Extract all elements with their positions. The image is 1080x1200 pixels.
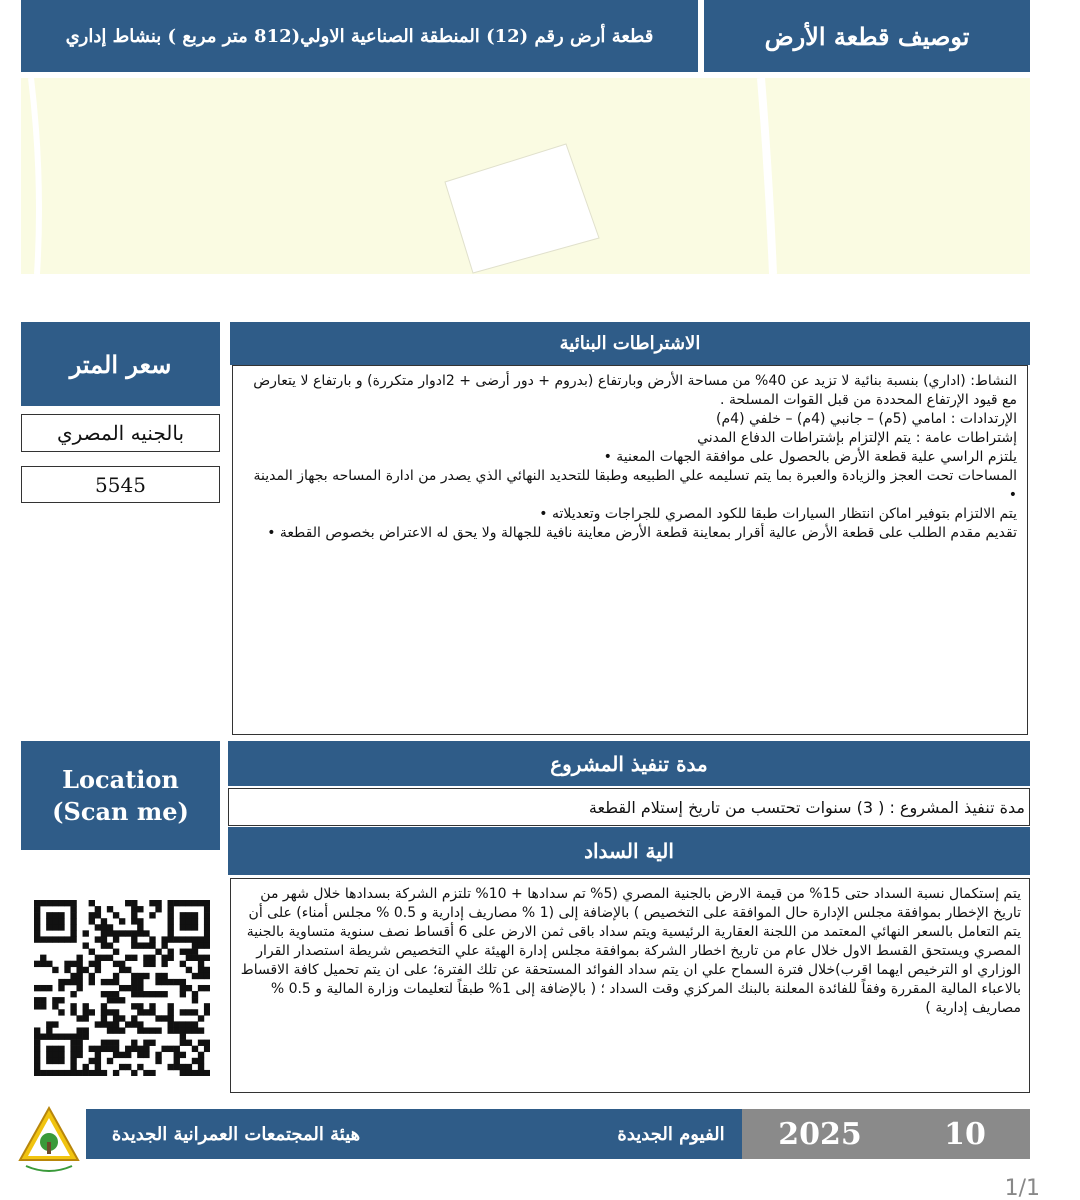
- condition-line: تقديم مقدم الطلب على قطعة الأرض عالية أقرار بمعاينة قطعة الأرض معاينة نافية للجهالة ولا يحق له الاعتراض بخصوص القطعة •: [267, 525, 1017, 541]
- organization-name: هيئة المجتمعات العمرانية الجديدة: [111, 1123, 361, 1145]
- plot-title: قطعة أرض رقم (12) المنطقة الصناعية الاولي(812 متر مربع ) بنشاط إداري: [21, 0, 698, 72]
- location-qr-icon[interactable]: [34, 900, 210, 1076]
- location-heading: [21, 741, 220, 850]
- condition-line: يتم الالتزام بتوفير اماكن انتظار السيارات طبقا للكود المصري للجراجات وتعديلاته •: [539, 506, 1017, 522]
- plot-shape: [445, 144, 599, 273]
- price-currency: بالجنيه المصري: [21, 414, 220, 452]
- section-title: توصيف قطعة الأرض: [704, 0, 1030, 72]
- execution-text: مدة تنفيذ المشروع : ( 3) سنوات تحتسب من تاريخ إستلام القطعة: [228, 788, 1030, 826]
- plot-map: [21, 78, 1030, 274]
- plot-map-drawing: [21, 78, 1030, 274]
- city-name: الفيوم الجديدة: [617, 1123, 725, 1145]
- payment-heading: الية السداد: [228, 827, 1030, 875]
- location-label: Location: [62, 764, 179, 794]
- payment-text: يتم إستكمال نسبة السداد حتى 15% من قيمة الارض بالجنية المصري (5% تم سدادها + 10% تلتزم الشركة بسدادها خلال شهر من تاريخ الإخطار بموافقة مجلس الإدارة حال الموافقة على التخصيص ) بالإضافة إلى (1 % مصاريف إدارية و 0.5 % مجلس أمناء) على أن يتم التعامل بالسعر النهائي المعتمد من اللجنة العقارية الرئيسية ويتم سداد باقى ثمن الارض على 6 أقساط نصف سنوية متساوية بالجنية المصري ويستحق القسط الاول خلال عام من تاريخ اخطار الشركة بموافقة مجلس إدارة الهيئة علي التخصيص شريطة استصدار القرار الوزاري او الترخيص ايهما اقرب)خلال فترة السماح علي ان يتم سداد الفوائد المستحقة عن تلك الفترة؛ على ان يتم تحميل كافة الاقساط بالاعباء المالية المقررة وفقاً للفائدة المعلنة بالبنك المركزي وقت السداد ؛ ( بالإضافة إلى 1% طبقاً لتعليمات وزارة المالية و 0.5 % مصاريف إدارية ): [230, 878, 1030, 1093]
- execution-heading: مدة تنفيذ المشروع: [228, 741, 1030, 786]
- nuca-logo-icon: [16, 1104, 82, 1176]
- scan-me-label: (Scan me): [52, 796, 189, 826]
- condition-line: النشاط: (اداري) بنسبة بنائية لا تزيد عن 40% من مساحة الأرض وبارتفاع (بدروم + دور أرضى + 2ادوار متكررة) و بارتفاع لا يتعارض مع قيود الإرتفاع المحددة من قبل القوات المسلحة .: [253, 373, 1017, 408]
- conditions-heading: الاشتراطات البنائية: [230, 322, 1030, 365]
- condition-line: إشتراطات عامة : يتم الإلتزام بإشتراطات الدفاع المدني: [697, 430, 1017, 446]
- year: 2025: [778, 1116, 862, 1152]
- plot-number: 10: [944, 1116, 986, 1152]
- condition-line: الإرتدادات : امامي (5م) – جانبي (4م) – خلفي (4م): [716, 411, 1017, 427]
- condition-line: المساحات تحت العجز والزيادة والعبرة بما يتم تسليمه علي الطبيعه وطبقا للتحديد النهائي الذي يصدر من ادارة المساحه بجهاز المدينة •: [253, 468, 1017, 503]
- page-number: 1/1: [1004, 1176, 1040, 1200]
- price-heading: سعر المتر: [21, 322, 220, 406]
- price-value: 5545: [21, 466, 220, 503]
- condition-line: يلتزم الراسي علية قطعة الأرض بالحصول على موافقة الجهات المعنية •: [603, 449, 1017, 465]
- conditions-box: [232, 365, 1028, 735]
